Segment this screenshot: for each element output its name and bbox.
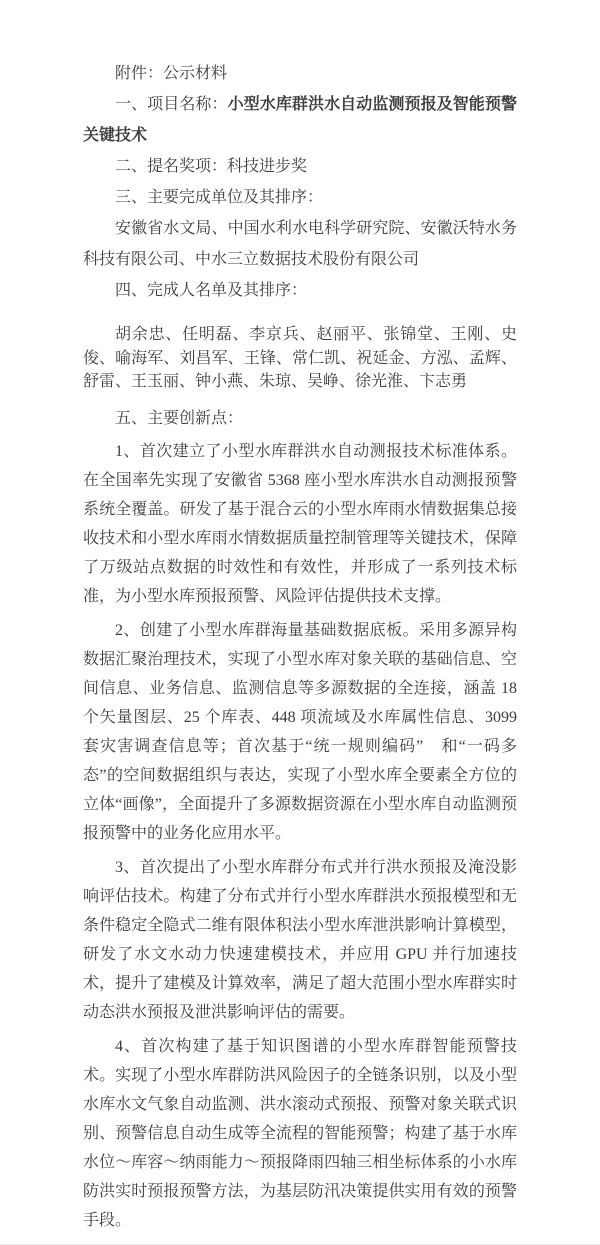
units-heading: 三、主要完成单位及其排序：: [115, 189, 324, 206]
award-line: 二、提名奖项：科技进步奖: [115, 158, 308, 175]
people-list: 胡余忠、任明磊、李京兵、赵丽平、张锦堂、王刚、史俊、喻海军、刘昌军、王锋、常仁凯、祝延金、方泓、孟辉、舒雷、王玉丽、钟小燕、朱琼、吴峥、徐光淮、卞志勇: [83, 326, 517, 390]
project-name-value: 小型水库群洪水自动监测预报及智能预警关键技术: [83, 96, 517, 144]
project-name-label: 一、项目名称：: [115, 96, 228, 113]
people-heading: 四、完成人名单及其排序：: [115, 282, 308, 299]
innovation-point-1: 1、首次建立了小型水库群洪水自动测报技术标准体系。在全国率先实现了安徽省 5368 座小型水库洪水自动测报预警系统全覆盖。研发了基于混合云的小型水库雨水情数据集总接收技术和小型水库雨水情数据质量控制管理等关键技术，保障了万级站点数据的时效性和有效性，并形成了一系列技术标准，为小型水库预报预警、风险评估提供技术支撑。: [83, 442, 517, 605]
project-name-line: [83, 89, 517, 151]
units-list: 安徽省水文局、中国水利水电科学研究院、安徽沃特水务科技有限公司、中水三立数据技术股份有限公司: [83, 220, 517, 268]
attachment-line: 附件：公示材料: [115, 65, 228, 82]
innovation-point-3: 3、首次提出了小型水库群分布式并行洪水预报及淹没影响评估技术。构建了分布式并行小型水库群洪水预报模型和无条件稳定全隐式二维有限体积法小型水库泄洪影响计算模型，研发了水文水动力快速建模技术，并应用 GPU 并行加速技术，提升了建模及计算效率，满足了超大范围小型水库群实时动态洪水预报及泄洪影响评估的需要。: [83, 858, 517, 1021]
innovation-point-4: 4、首次构建了基于知识图谱的小型水库群智能预警技术。实现了小型水库群防洪风险因子的全链条识别，以及小型水库水文气象自动监测、洪水滚动式预报、预警对象关联式识别、预警信息自动生成等全流程的智能预警；构建了基于水库水位～库容～纳雨能力～预报降雨四轴三相坐标体系的小水库防洪实时预报预警方法，为基层防汛决策提供实用有效的预警手段。: [83, 1037, 517, 1229]
innovations-heading: 五、主要创新点：: [115, 409, 244, 427]
innovation-point-2: 2、创建了小型水库群海量基础数据底板。采用多源异构数据汇聚治理技术，实现了小型水库对象关联的基础信息、空间信息、业务信息、监测信息等多源数据的全连接，涵盖 18 个矢量图层、25 个库表、448 项流域及水库属性信息、3099 套灾害调查信息等；首次基于“统一规则编码” 和“一码多态”的空间数据组织与表达，实现了小型水库全要素全方位的立体“画像”，全面提升了多源数据资源在小型水库自动监测预报预警中的业务化应用水平。: [83, 621, 517, 842]
